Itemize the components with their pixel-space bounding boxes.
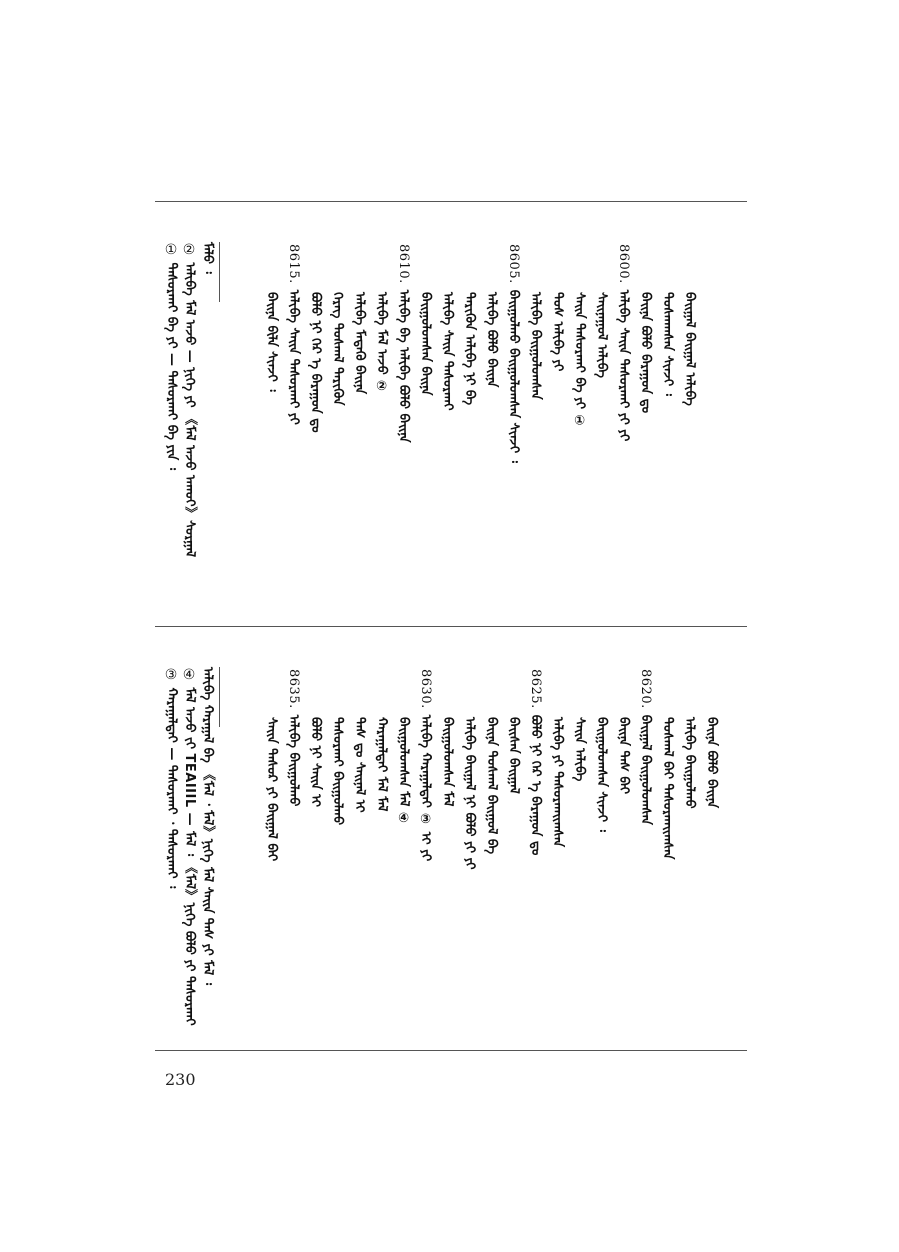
footnote-text: ᠬᠠᠷᠠᠭᠠᠯᠲᠠᠢ — ᠲᠠᠰᠤᠷᠬᠠᠢ ᠂ ᠲᠠᠰᠤᠷᠬᠠᠢ ᠄: [164, 683, 179, 889]
verse-text: ᠰᠠᠢᠨ ᠲᠠᠰᠤᠷ ᠶᠢ ᠪᠠᠢᠭᠠᠯ ᠪᠠᠢ: [264, 717, 279, 862]
verse-text: ᠬᠡᠷᠡᠭ ᠲᠤᠰᠬᠠᠯ ᠲᠡᠷᠢᠭᠦᠨ: [330, 292, 345, 406]
verse-text: ᠠᠯᠢᠪᠠ ᠪᠠᠢᠭᠤᠯᠤᠭᠰᠠᠨ: [528, 292, 543, 400]
verse-text: ᠠᠯᠢᠪᠠ ᠮᠡᠳᠡᠬᠦ ᠪᠠᠢᠨᠠ: [352, 292, 367, 395]
verse-text: ᠠᠯᠢᠪᠠ ᠪᠠᠢᠭᠤᠯᠬᠤ: [286, 714, 301, 807]
verse-line: [615, 717, 631, 794]
verse-text: ᠠᠯᠢᠪᠠ ᠪᠠᠢᠭᠤᠯᠬᠤ: [682, 717, 697, 809]
verse-number: 8600.: [616, 244, 631, 284]
verse-line: [527, 669, 543, 855]
verse-line: [505, 717, 521, 794]
verse-text: ᠠᠯᠢᠪᠠ ᠰᠠᠢᠨ ᠲᠠᠰᠤᠷᠬᠠᠢ ᠶᠢ: [286, 289, 301, 425]
verse-text: ᠠᠯᠢᠪᠠ ᠪᠡ ᠠᠯᠢᠪᠠ ᠪᠤᠯᠤ ᠪᠠᠢᠨᠠ: [396, 289, 411, 443]
verse-text: ᠠᠯᠢᠪᠠ ᠰᠠᠢᠨ ᠲᠠᠰᠤᠷᠬᠠᠢ: [440, 292, 455, 411]
upper-panel: [155, 202, 747, 626]
verse-text: ᠠᠯᠢᠪᠠ ᠮᠠᠯ ᠠᠵᠤ ②: [374, 292, 389, 395]
verse-line: [417, 669, 433, 861]
verse-line: [329, 717, 345, 825]
lower-panel: [155, 627, 747, 1050]
verse-text: ᠠᠯᠢᠪᠠ ᠬᠠᠷᠠᠭᠠᠯᠲᠠᠢ ③ ᠢ ᠶᠢ: [418, 714, 433, 862]
verse-line: [681, 292, 697, 406]
verse-number: 8620.: [638, 669, 653, 709]
verse-text: ᠪᠠᠢᠭᠤᠯᠤᠭᠰᠠᠨ ᠮᠠᠯ ④: [396, 717, 411, 826]
verse-line: [307, 717, 323, 807]
verse-number: 8630.: [418, 669, 433, 709]
verse-line: [549, 717, 565, 847]
verse-line: [263, 717, 279, 861]
verse-text: ᠲᠠᠰᠤᠷᠬᠠᠢ ᠪᠠᠢᠭᠤᠯᠬᠤ: [330, 717, 345, 826]
footnote-marker: ③: [163, 667, 179, 683]
verse-text: ᠠᠯᠢᠪᠠ ᠪᠤᠯᠤ ᠪᠠᠢᠨᠠ: [484, 292, 499, 388]
verse-line: [329, 292, 345, 405]
verse-text: ᠪᠠᠢᠨᠠ ᠪᠤᠯᠤ ᠪᠠᠢᠨᠠ: [704, 717, 719, 809]
verse-line: [439, 717, 455, 806]
verse-line: [637, 669, 653, 825]
verse-line: [571, 717, 587, 781]
footnote-text: ᠠᠯᠢᠪᠠ ᠮᠠᠯ ᠠᠵᠤ — ᠨᠢᠭᠡ ᠶᠢ 《ᠮᠠᠯ ᠠᠵᠤ ᠠᠬᠤᠢ》ᠰᠤᠷᠭᠠᠯ: [182, 258, 197, 558]
footnote-marker: ①: [163, 242, 179, 258]
verse-line: [263, 292, 279, 392]
verse-text: ᠲᠡᠷᠢᠭᠦᠨ ᠠᠯᠢᠪᠠ ᠨᠢ ᠪᠡ: [462, 292, 477, 406]
footnote-line: [199, 667, 215, 985]
footnote-text: ᠠᠯᠢᠪᠠ ᠬᠠᠷᠠᠭᠠᠯ ᠪᠡ 《ᠮᠠᠯ ᠂ ᠮᠠᠯ》ᠨᠢᠭᠡ ᠮᠠᠯ ᠰᠠᠢᠨ ᠲᠠᠰ ᠶᠢ ᠮᠠᠯ ᠄: [200, 667, 215, 985]
footnote-text: ᠮᠠᠯ ᠠᠵᠤ ᠵᠢ TEAIIIL — ᠮᠠᠯ ᠄ 《ᠮᠠᠯ》ᠨᠢᠭᠡ ᠪᠤᠯᠤ ᠶᠢ ᠲᠠᠰᠤᠷᠬᠠᠢ: [182, 683, 197, 1026]
footnote-text: ᠲᠠᠰᠤᠷᠬᠠᠢ ᠪᠡ ᠶᠢ — ᠲᠠᠰᠤᠷᠬᠠᠢ ᠪᠡ ᠶᠢᠨ ᠄: [164, 258, 179, 470]
verse-line: [659, 717, 675, 859]
verse-line: [395, 717, 411, 826]
verse-line: [461, 717, 477, 870]
verse-text: ᠲᠤᠰ ᠠᠯᠢᠪᠠ ᠶᠢ: [550, 292, 565, 372]
footnote-separator: [219, 667, 220, 727]
verse-line: [285, 244, 301, 425]
verse-text: ᠪᠠᠢᠨᠠ ᠲᠤᠰᠬᠠᠯ ᠪᠠᠢᠭᠤᠯ ᠪᠡ: [484, 717, 499, 855]
verse-number: 8615.: [286, 244, 301, 284]
verse-number: 8605.: [506, 244, 521, 284]
verse-line: [527, 292, 543, 400]
footnote-line: [199, 242, 215, 274]
verse-number: 8625.: [528, 669, 543, 709]
verse-line: [373, 717, 389, 811]
verse-text: ᠪᠠᠢᠰᠠᠨ ᠪᠠᠢᠭᠠᠯ: [506, 717, 521, 794]
verse-line: [593, 292, 609, 378]
verse-text: ᠰᠠᠢᠨ ᠠᠯᠢᠪᠠ: [572, 717, 587, 782]
verse-line: [637, 292, 653, 413]
verse-line: [659, 292, 675, 396]
footnote-text: ᠮᠠᠯᠤ ᠄: [200, 242, 215, 274]
verse-text: ᠪᠤᠯᠤ ᠨᠢ ᠭᠡᠷ ᠡ ᠪᠠᠷᠠᠭᠤᠨ ᠳᠤ: [528, 714, 543, 856]
verse-line: [483, 717, 499, 854]
footnote-line: [181, 667, 197, 1026]
footnote-line: [163, 667, 179, 888]
verse-text: ᠪᠠᠢᠭᠠᠯ ᠪᠠᠢᠭᠤᠯᠤᠭᠰᠠᠨ: [638, 714, 653, 825]
verse-line: [417, 292, 433, 395]
verse-text: ᠪᠤᠯᠤ ᠨᠢ ᠰᠠᠢᠨ ᠢ: [308, 717, 323, 808]
verse-text: ᠪᠠᠢᠭᠤᠯᠬᠤ ᠪᠠᠢᠭᠤᠯᠤᠭᠰᠠᠨ ᠰᠢᠨᠵᠢ ᠄: [506, 289, 521, 463]
footnote-separator: [219, 242, 220, 302]
verse-line: [615, 244, 631, 441]
verse-line: [439, 292, 455, 411]
verse-text: ᠪᠠᠢᠨᠠ ᠲᠠᠰ ᠪᠠᠢ: [616, 717, 631, 795]
verse-line: [351, 717, 367, 813]
verse-number: 8635.: [286, 669, 301, 709]
verse-line: [593, 717, 609, 832]
verse-line: [483, 292, 499, 387]
verse-text: ᠠᠯᠢᠪᠠ ᠪᠠᠢᠭᠠᠯ ᠨᠢ ᠪᠤᠯᠤ ᠶᠢ ᠶᠢ: [462, 717, 477, 870]
verse-line: [703, 717, 719, 808]
verse-line: [307, 292, 323, 433]
verse-line: [571, 292, 587, 429]
footer-rule: [155, 1050, 747, 1051]
verse-text: ᠲᠠᠰ ᠳᠤ ᠰᠠᠢᠨᠠᠯ ᠢ: [352, 717, 367, 813]
verse-line: [681, 717, 697, 809]
verse-line: [505, 244, 521, 463]
verse-text: ᠰᠠᠢᠨ ᠲᠠᠰᠤᠷᠬᠠᠢ ᠪᠡ ᠶᠢ ①: [572, 292, 587, 429]
verse-line: [395, 244, 411, 443]
verse-text: ᠪᠠᠢᠨᠠ ᠪᠢᠯᠡ ᠰᠢᠨᠵᠢ ᠄: [264, 292, 279, 392]
verse-line: [549, 292, 565, 371]
verse-text: ᠪᠤᠯᠤ ᠨᠢ ᠭᠡᠷ ᠡ ᠪᠠᠷᠠᠭᠤᠨ ᠳᠤ: [308, 292, 323, 433]
page-number: 230: [165, 1070, 196, 1089]
verse-text: ᠪᠠᠢᠭᠤᠯᠤᠭᠰᠠᠨ ᠮᠠᠯ: [440, 717, 455, 807]
verse-text: ᠪᠠᠢᠨᠠ ᠪᠤᠯᠤ ᠪᠠᠷᠠᠭᠤᠨ ᠳᠤ: [638, 292, 653, 414]
footnote-line: [181, 242, 197, 557]
verse-text: ᠠᠯᠢᠪᠠ ᠶᠢ ᠲᠠᠰᠤᠷᠬᠠᠢᠭᠰᠠᠨ: [550, 717, 565, 848]
footnote-marker: ②: [181, 242, 197, 258]
verse-line: [351, 292, 367, 394]
verse-text: ᠰᠠᠢᠨᠠᠭᠤᠯ ᠠᠯᠢᠪᠠ: [594, 292, 609, 378]
footnote-line: [163, 242, 179, 470]
verse-text: ᠪᠠᠢᠭᠤᠯᠤᠭᠰᠠᠨ ᠰᠢᠨᠵᠢ ᠄: [594, 717, 609, 832]
verse-text: ᠠᠯᠢᠪᠠ ᠰᠠᠢᠨ ᠲᠠᠰᠤᠷᠬᠠᠢ ᠶᠢ ᠶᠢ: [616, 289, 631, 442]
verse-text: ᠬᠠᠷᠠᠭᠠᠯᠲᠠᠢ ᠮᠠᠯ ᠮᠠᠯ: [374, 717, 389, 812]
verse-line: [285, 669, 301, 806]
footnote-marker: ④: [181, 667, 197, 683]
verse-number: 8610.: [396, 244, 411, 284]
verse-line: [461, 292, 477, 405]
verse-text: ᠪᠠᠢᠭᠠᠯ ᠪᠠᠢᠭᠠᠯ ᠠᠯᠢᠪᠠ: [682, 292, 697, 406]
verse-text: ᠪᠠᠢᠭᠤᠯᠤᠭᠰᠠᠨ ᠪᠠᠢᠨᠠ: [418, 292, 433, 396]
verse-text: ᠲᠤᠰᠬᠠᠭᠰᠠᠨ ᠰᠢᠨᠵᠢ ᠄: [660, 292, 675, 396]
verse-line: [373, 292, 389, 394]
verse-text: ᠲᠤᠰᠬᠠᠯ ᠪᠠᠢ ᠲᠠᠰᠤᠷᠬᠠᠢᠭᠰᠠᠨ: [660, 717, 675, 860]
